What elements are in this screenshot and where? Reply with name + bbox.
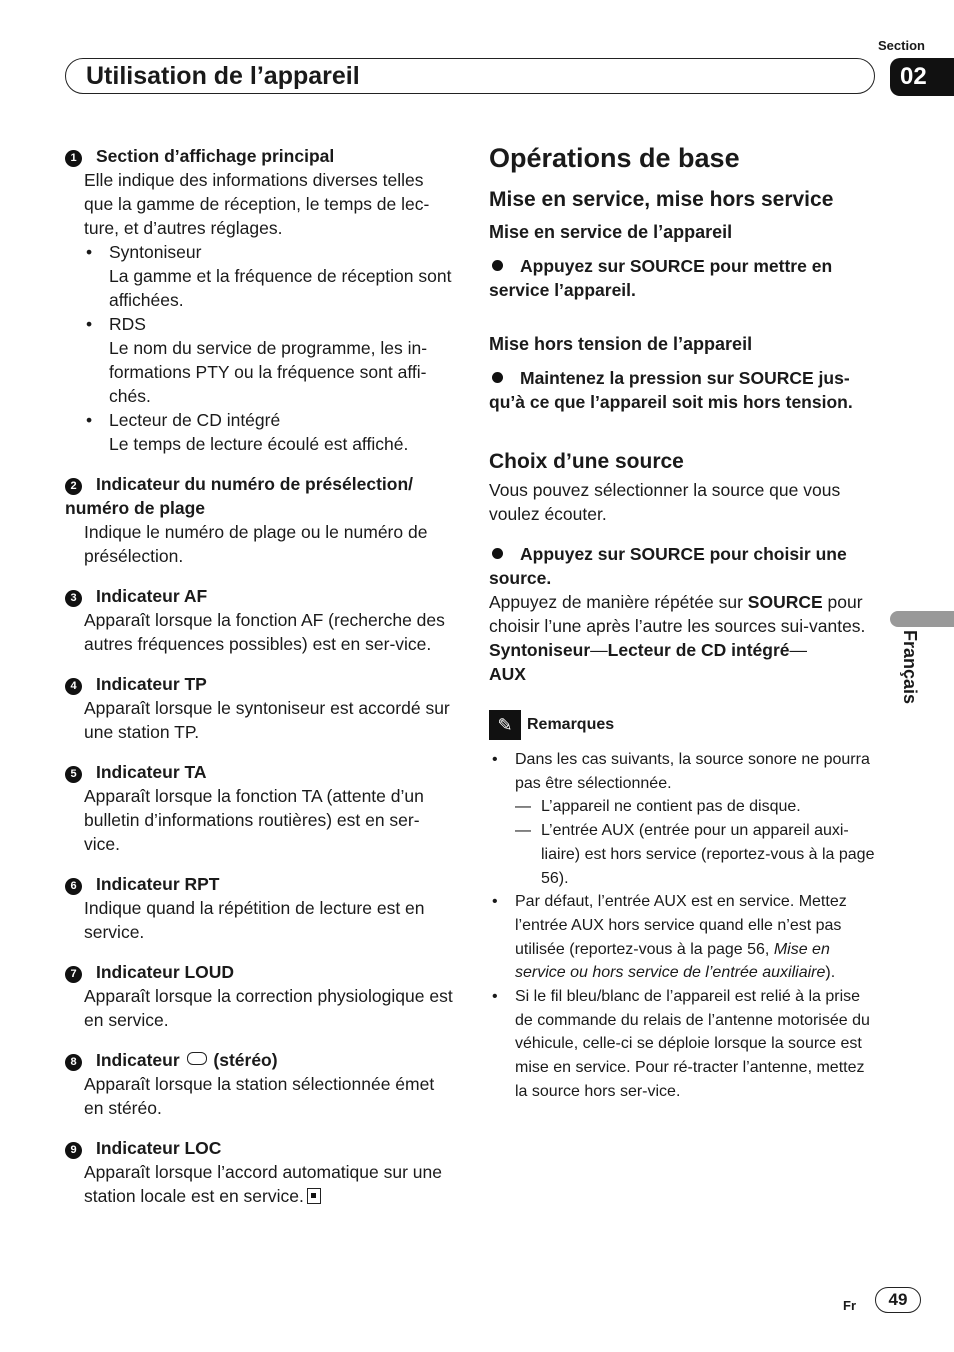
item-number-icon: 1 (65, 150, 82, 167)
subheading-source: Choix d’une source (489, 450, 684, 473)
subheading-power-off: Mise hors tension de l’appareil (489, 334, 753, 354)
indicator-item (65, 144, 455, 456)
instruction-text: Maintenez la pression sur SOURCE jus-qu’à ce que l’appareil soit mis hors tension. (489, 368, 853, 412)
right-column (489, 140, 879, 1104)
item-title: Section d’affichage principal (96, 146, 335, 166)
item-body: Elle indique des informations diverses telles que la gamme de réception, le temps de lec-ture, et d’autres réglages. (84, 170, 430, 238)
notes-heading (489, 710, 879, 740)
section-number-badge: 02 (890, 58, 954, 96)
language-tab (898, 630, 922, 730)
instruction-text: Appuyez sur SOURCE pour mettre en service l’appareil. (489, 256, 833, 300)
notes-title: Remarques (527, 716, 615, 733)
item-title-suffix: (stéréo) (213, 1050, 278, 1070)
note-text: Par défaut, l’entrée AUX est en service. Mettez l’entrée AUX hors service quand elle n’est pas utilisée (reportez-vous à la page 56, (515, 893, 847, 958)
sequence-separator: — (789, 640, 807, 660)
indicator-item (65, 760, 455, 856)
footer-language: Fr (843, 1298, 856, 1313)
bullet-label: • Syntoniseur (109, 242, 202, 262)
item-body: Apparaît lorsque l’accord automatique sur une station locale est en service. (84, 1162, 442, 1206)
item-body: Apparaît lorsque la correction physiologique est en service. (84, 986, 453, 1030)
subheading-power: Mise en service, mise hors service (489, 188, 834, 211)
language-tab-marker (890, 611, 954, 627)
bullet-label: • Lecteur de CD intégré (109, 410, 281, 430)
indicator-item (65, 472, 455, 568)
indicator-item (65, 872, 455, 944)
item-body: Apparaît lorsque le syntoniseur est accordé sur une station TP. (84, 698, 450, 742)
item-title: Indicateur du numéro de présélection/ numéro de plage (65, 474, 414, 518)
item-body: Indique quand la répétition de lecture est en service. (84, 898, 425, 942)
bullet-item (84, 312, 455, 408)
instruction-power-on (489, 254, 879, 302)
item-number-icon: 6 (65, 878, 82, 895)
indicator-item (65, 1048, 455, 1120)
note-text: ). (825, 964, 836, 982)
indicator-item (65, 672, 455, 744)
bullet-dot-icon (492, 548, 503, 559)
source-description (489, 590, 879, 638)
bullet-desc: La gamme et la fréquence de réception sont affichées. (109, 266, 452, 310)
sequence-item: Syntoniseur (489, 640, 591, 660)
note-reference: Mise en service ou hors service de l’entrée auxiliaire (515, 940, 830, 982)
item-title: Indicateur (96, 1050, 180, 1070)
section-label: Section (878, 38, 925, 53)
page-title: Utilisation de l’appareil (86, 62, 360, 90)
section-heading: Opérations de base (489, 143, 740, 173)
item-number-icon: 7 (65, 966, 82, 983)
item-body: Apparaît lorsque la fonction AF (recherche des autres fréquences possibles) est en ser-vice. (84, 610, 445, 654)
stereo-icon (187, 1052, 207, 1065)
end-of-section-icon (307, 1188, 321, 1204)
item-title: Indicateur RPT (96, 874, 220, 894)
bullet-dot-icon (492, 372, 503, 383)
note-item: • Dans les cas suivants, la source sonore ne pourra pas être sélectionnée. (489, 748, 879, 795)
instruction-text: Appuyez sur SOURCE pour choisir une source. (489, 544, 847, 588)
item-title: Indicateur TP (96, 674, 207, 694)
bullet-desc: Le temps de lecture écoulé est affiché. (109, 434, 409, 454)
source-intro: Vous pouvez sélectionner la source que vous voulez écouter. (489, 480, 841, 524)
item-number-icon: 8 (65, 1054, 82, 1071)
subheading-power-on: Mise en service de l’appareil (489, 222, 733, 242)
left-column (65, 144, 455, 1224)
language-tab-label: Français (900, 630, 920, 705)
note-subitem: — L’appareil ne contient pas de disque. (489, 795, 879, 819)
bullet-label: • RDS (109, 314, 146, 334)
bullet-item (84, 408, 455, 456)
item-title: Indicateur LOUD (96, 962, 235, 982)
bullet-desc: Le nom du service de programme, les in-formations PTY ou la fréquence sont affi-chés. (109, 338, 428, 406)
instruction-source (489, 542, 879, 590)
item-title: Indicateur LOC (96, 1138, 222, 1158)
item-body: Apparaît lorsque la fonction TA (attente d’un bulletin d’informations routières) est en ser-vice. (84, 786, 424, 854)
sequence-item: Lecteur de CD intégré (607, 640, 790, 660)
instruction-power-off (489, 366, 879, 414)
note-item: • Si le fil bleu/blanc de l’appareil est relié à la prise de commande du relais de l’antenne motorisée du véhicule, celle-ci se déploie lorsque la source est mise en service. Pour ré-tracter l’antenne, mettez la source hors ser-vice. (489, 985, 879, 1104)
indicator-item (65, 1136, 455, 1208)
item-title: Indicateur AF (96, 586, 208, 606)
item-number-icon: 2 (65, 478, 82, 495)
source-key: SOURCE (747, 592, 823, 612)
notes-list (489, 748, 879, 1104)
note-subitem: — L’entrée AUX (entrée pour un appareil auxi-liaire) est hors service (reportez-vous à la page 56). (489, 819, 879, 890)
item-title: Indicateur TA (96, 762, 207, 782)
sequence-item: AUX (489, 664, 526, 684)
pencil-note-icon: ✎ (489, 710, 521, 740)
desc-text: Appuyez de manière répétée sur (489, 592, 743, 612)
item-body: Apparaît lorsque la station sélectionnée émet en stéréo. (84, 1074, 435, 1118)
desc-text: pour choisir l’une après l’autre les sources sui-vantes. (489, 592, 866, 636)
page-number: 49 (875, 1287, 921, 1313)
sequence-separator: — (590, 640, 608, 660)
item-number-icon: 5 (65, 766, 82, 783)
item-number-icon: 4 (65, 678, 82, 695)
indicator-item (65, 584, 455, 656)
note-item (489, 890, 879, 985)
indicator-item (65, 960, 455, 1032)
source-sequence (489, 638, 879, 686)
item-number-icon: 9 (65, 1142, 82, 1159)
item-number-icon: 3 (65, 590, 82, 607)
bullet-dot-icon (492, 260, 503, 271)
bullet-item (84, 240, 455, 312)
item-body: Indique le numéro de plage ou le numéro de présélection. (84, 522, 428, 566)
